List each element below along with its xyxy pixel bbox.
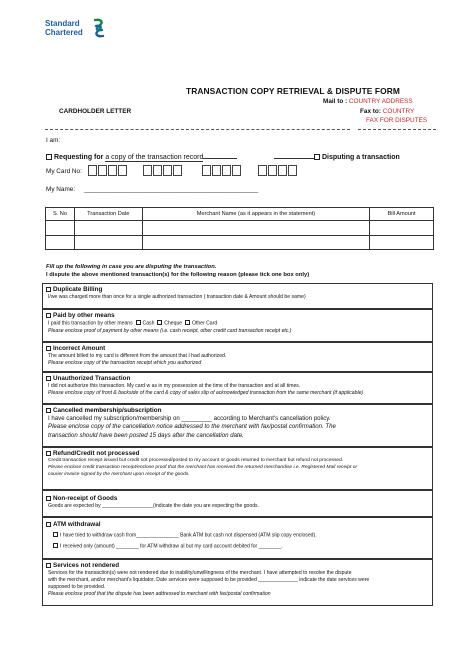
refund-heading bbox=[43, 448, 432, 457]
header-merchant-name: Merchant Name (as it appears in the statement) bbox=[142, 208, 369, 221]
refund-line-3: courier invoice signed by the merchant upon receipt of the goods. bbox=[48, 472, 190, 478]
atm-heading bbox=[43, 518, 432, 528]
card-digit-11[interactable] bbox=[222, 165, 231, 176]
section-paid-other-means bbox=[42, 309, 433, 342]
atm-option-1-checkbox[interactable] bbox=[53, 532, 58, 537]
unauthorized-title: Unauthorized Transaction bbox=[53, 375, 131, 382]
name-field[interactable]: _________________________________________________ bbox=[84, 186, 259, 193]
table-cell[interactable] bbox=[370, 235, 434, 250]
table-header-row bbox=[46, 208, 434, 221]
services-line-1: Services for the transaction(s) were not rendered due to inability/unwillingness of the merchant. I have attempted to resolve the dispute bbox=[48, 570, 352, 576]
section-atm-withdrawal bbox=[42, 517, 433, 559]
disputing-blank bbox=[274, 152, 314, 159]
cancelled-line-1: I have cancelled my subscription/membership on _________ according to Merchant's cancellation policy. bbox=[48, 415, 331, 422]
card-digit-7[interactable] bbox=[163, 165, 172, 176]
cancelled-line-3: transaction should have been posted 15 days after the cancellation date. bbox=[48, 431, 244, 439]
section-duplicate-billing bbox=[42, 283, 433, 309]
incorrect-amount-text: The amount billed to my card is different from the amount that I had authorized. bbox=[48, 353, 227, 359]
mail-to-address: COUNTRY ADDRESS bbox=[348, 98, 413, 105]
atm-option-2-text: I received only (amount) ________ for ATM withdraw al but my card account debited for ________. bbox=[60, 543, 283, 550]
section-services-not-rendered bbox=[42, 559, 433, 606]
cheque-checkbox[interactable] bbox=[157, 320, 162, 325]
incorrect-amount-title: Incorrect Amount bbox=[53, 345, 106, 352]
incorrect-amount-heading bbox=[43, 343, 432, 352]
card-digit-16[interactable] bbox=[288, 165, 297, 176]
name-label: My Name: bbox=[46, 186, 76, 193]
header-bill-amount: Bill Amount bbox=[370, 208, 434, 221]
unauthorized-text: I did not authorize this transaction. My card w as in my possession at the time of the transaction and at all times. bbox=[48, 383, 301, 389]
nonreceipt-text: Goods are expected by __________________(indicate the date you are expecting the goods. bbox=[48, 503, 259, 509]
card-digit-1[interactable] bbox=[88, 165, 97, 176]
atm-option-1-text: I have tried to withdraw cash from_______________ Bank ATM but cash not dispensed (ATM slip copy enclosed). bbox=[60, 532, 317, 539]
refund-checkbox[interactable] bbox=[46, 451, 51, 456]
unauthorized-note: Please enclose copy of front & backside of the card & copy of sales slip of acknowledged transaction from the same merchant (if applicable) bbox=[48, 390, 364, 397]
cheque-label: Cheque bbox=[164, 320, 183, 327]
table-cell[interactable] bbox=[370, 221, 434, 236]
header-transaction-date: Transaction Date bbox=[74, 208, 142, 221]
requesting-blank bbox=[203, 152, 237, 159]
table-row bbox=[46, 221, 434, 236]
fax-to-line bbox=[360, 108, 414, 115]
cancelled-checkbox[interactable] bbox=[46, 408, 51, 413]
mail-to-line bbox=[323, 98, 413, 105]
cash-label: Cash bbox=[142, 320, 155, 327]
nonreceipt-checkbox[interactable] bbox=[46, 496, 51, 501]
separator-left bbox=[45, 129, 350, 130]
fax-for-disputes: FAX FOR DISPUTES bbox=[366, 117, 428, 124]
section-refund-credit bbox=[42, 447, 433, 490]
standard-chartered-logo-icon bbox=[92, 18, 106, 38]
duplicate-billing-heading bbox=[43, 284, 432, 293]
card-digit-3[interactable] bbox=[108, 165, 117, 176]
form-title: TRANSACTION COPY RETRIEVAL & DISPUTE FORM bbox=[186, 86, 400, 96]
request-copy-checkbox[interactable] bbox=[46, 154, 52, 160]
logo-line-1: Standard bbox=[45, 19, 80, 28]
i-am-label: I am: bbox=[46, 137, 61, 144]
services-title: Services not rendered bbox=[53, 562, 120, 569]
services-heading bbox=[43, 560, 432, 569]
refund-line-2: Please enclose credit transaction receipt/enclose proof that the merchant has received the returned merchandise i.e. Registered Mail receipt or bbox=[48, 465, 358, 471]
card-digit-13[interactable] bbox=[258, 165, 267, 176]
requesting-prefix: Requesting for bbox=[54, 154, 106, 161]
section-non-receipt-goods bbox=[42, 490, 433, 517]
paid-other-checkbox[interactable] bbox=[46, 313, 51, 318]
refund-title: Refund/Credit not processed bbox=[53, 450, 140, 457]
table-row bbox=[46, 235, 434, 250]
card-digit-6[interactable] bbox=[153, 165, 162, 176]
nonreceipt-heading bbox=[43, 491, 432, 502]
card-digit-5[interactable] bbox=[143, 165, 152, 176]
duplicate-billing-text: I/we was charged more than once for a single authorized transaction ( transaction date & Amount should be same) bbox=[48, 294, 306, 300]
paid-other-text: I paid this transaction by other means bbox=[48, 320, 133, 327]
section-cancelled-membership bbox=[42, 404, 433, 447]
atm-option-1 bbox=[43, 528, 432, 539]
header-serial-no: S. No bbox=[46, 208, 75, 221]
atm-option-2-checkbox[interactable] bbox=[53, 543, 58, 548]
paid-other-note: Please enclose proof of payment by other means (i.e. cash receipt, other credit card transaction receipt etc.) bbox=[48, 327, 292, 334]
paid-other-heading bbox=[43, 310, 432, 319]
incorrect-amount-checkbox[interactable] bbox=[46, 346, 51, 351]
unauthorized-checkbox[interactable] bbox=[46, 376, 51, 381]
disputing-label: Disputing a transaction bbox=[322, 154, 400, 161]
card-digit-4[interactable] bbox=[118, 165, 127, 176]
table-cell[interactable] bbox=[74, 221, 142, 236]
cancelled-heading bbox=[43, 405, 432, 414]
card-digit-8[interactable] bbox=[173, 165, 182, 176]
cancelled-line-2: Please enclose copy of the cancellation notice addressed to the merchant with fax/postal confirmation. The bbox=[48, 423, 336, 431]
bank-logo-text bbox=[45, 19, 83, 37]
cash-checkbox[interactable] bbox=[136, 320, 141, 325]
services-line-3: supposed to be provided. bbox=[48, 584, 106, 591]
table-cell[interactable] bbox=[142, 221, 369, 236]
card-digit-12[interactable] bbox=[232, 165, 241, 176]
nonreceipt-title: Non-receipt of Goods bbox=[53, 495, 118, 502]
dispute-checkbox[interactable] bbox=[314, 154, 320, 160]
transaction-table bbox=[45, 207, 434, 250]
table-cell[interactable] bbox=[46, 235, 75, 250]
other-card-label: Other Card bbox=[191, 320, 218, 327]
section-incorrect-amount bbox=[42, 342, 433, 372]
services-checkbox[interactable] bbox=[46, 563, 51, 568]
paid-other-options bbox=[43, 319, 432, 327]
table-cell[interactable] bbox=[74, 235, 142, 250]
table-cell[interactable] bbox=[142, 235, 369, 250]
incorrect-amount-note: Please enclose copy of the transaction receipt which you authorized bbox=[48, 360, 202, 367]
duplicate-billing-checkbox[interactable] bbox=[46, 287, 51, 292]
services-note: Please enclose proof that the dispute has been addressed to merchant with fax/postal confirmation bbox=[48, 591, 271, 598]
card-digit-10[interactable] bbox=[212, 165, 221, 176]
card-number-label: My Card No: bbox=[46, 168, 82, 175]
card-digit-9[interactable] bbox=[202, 165, 211, 176]
requesting-underlined-text: a copy of the transaction record bbox=[105, 154, 204, 161]
dispute-reason-note: I dispute the above mentioned transaction(s) for the following reason (please tick one box only) bbox=[46, 272, 310, 278]
separator-right bbox=[358, 129, 436, 130]
unauthorized-heading bbox=[43, 373, 432, 382]
card-digit-2[interactable] bbox=[98, 165, 107, 176]
card-digit-15[interactable] bbox=[278, 165, 287, 176]
cardholder-letter-heading: CARDHOLDER LETTER bbox=[59, 108, 132, 115]
paid-other-title: Paid by other means bbox=[53, 312, 115, 319]
atm-option-2 bbox=[43, 539, 432, 550]
fax-to-label: Fax to: bbox=[360, 108, 383, 115]
fax-to-country: COUNTRY bbox=[382, 108, 415, 115]
services-line-2: with the merchant, and/or merchant's liquidator. Date services were supposed to be provided ______________ indicate the date services were bbox=[48, 577, 370, 584]
card-digit-14[interactable] bbox=[268, 165, 277, 176]
section-unauthorized-transaction bbox=[42, 372, 433, 404]
duplicate-billing-title: Duplicate Billing bbox=[53, 286, 103, 293]
logo-line-2: Chartered bbox=[45, 28, 83, 37]
atm-title: ATM withdrawal bbox=[53, 521, 101, 528]
table-cell[interactable] bbox=[46, 221, 75, 236]
refund-line-1: Credit transaction receipt issued but credit not processed/posted to my account or goods returned to merchant but refund not processed. bbox=[48, 458, 344, 463]
fill-up-note: Fill up the following in case you are disputing the transaction. bbox=[46, 264, 217, 270]
other-card-checkbox[interactable] bbox=[185, 320, 190, 325]
mail-to-label: Mail to : bbox=[323, 98, 349, 105]
atm-checkbox[interactable] bbox=[46, 522, 51, 527]
request-type-line bbox=[46, 152, 237, 161]
disputing-line bbox=[274, 152, 400, 161]
cancelled-title: Cancelled membership/subscription bbox=[53, 407, 162, 414]
